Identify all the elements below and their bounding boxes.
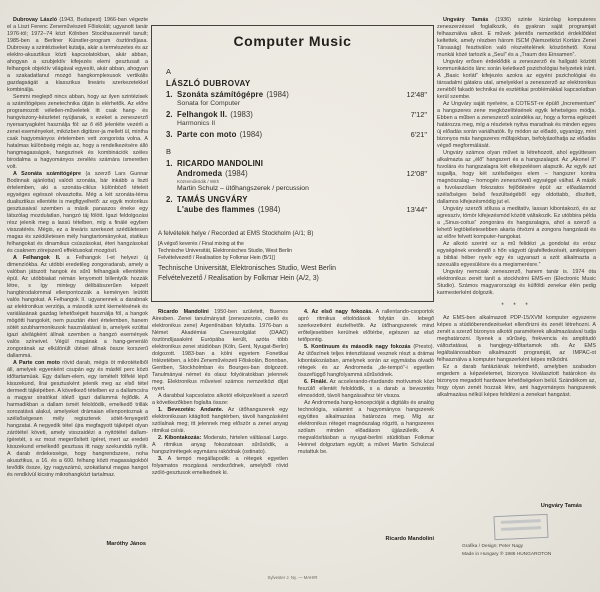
paragraph-text: Az EMS-ben alkalmazott PDP-15/XVM komputer egyszerre képes a stúdióberendezéseket ellenőrizni és zenét létrehozni. A zenét a szerző bizonyos alkotói paraméterek alkalmazásával tudja meghatározni. Ilyenek a sűrűség, frekvencia és amplitudó változtatásai, a hangjegy-időtartamok stb. Az EMS legáltalánosabban alkalmazott programját, az IMPAC-ot felhasználva a komputer hangszerként képes működni. <box>437 315 596 363</box>
left-column-liner-notes <box>7 17 148 549</box>
paragraph <box>437 269 596 297</box>
paragraph-lead: Dubrovay László <box>13 17 58 23</box>
paragraph <box>7 360 148 479</box>
track-credit: Martin Schulz – ütőhangszerek / percussion <box>177 185 309 192</box>
track-artist-line <box>166 159 427 168</box>
printer-note: Sylvester J. Ny. — MAHIR <box>267 575 318 580</box>
track-title-line <box>177 169 427 178</box>
paragraph-lead: 5. Kontinuum és második nagy fokozás <box>304 344 411 350</box>
stamp-line <box>501 519 541 524</box>
paragraph <box>152 407 288 435</box>
stamp-line <box>501 526 541 531</box>
recording-line: Technische Universität, Elektronisches Studio, West Berlin <box>158 248 292 255</box>
paragraph-text: Ez a darab fantáziának tekinthető, amelyben szabadon engedem a képzeletemet, bizonyos kiválasztott határokon és bizonyos megadott hardware lehetőségeken belül. Szándékom az, hogy olyan zenét hozzak létre, ami hagyományos hangszerek alkalmazása nélkül képes felidézni a zenekari hangzást. <box>437 364 596 398</box>
paragraph <box>298 400 434 456</box>
paragraph <box>298 344 434 379</box>
paragraph <box>437 17 596 59</box>
paragraph <box>152 435 288 456</box>
paragraph-lead: A Felhangok II. <box>13 255 61 261</box>
track-number: 2. <box>166 195 173 204</box>
track-artist: TAMÁS UNGVÁRY <box>177 195 248 204</box>
paragraph-text: (1943, Budapest) 1966-ban végezte el a Liszt Ferenc Zeneművészeti Főiskolát; ugyanott tanár 1976-tól; 1972–74 közt Kölnben Stockhausennél tanult; 1985-ben a Berliner Künstler-program ösztöndíjasa. Dubrovay a szintéziseket kutatja, akár a természetes és az elektro-akusztikus közti kapcsolatokban, akár abban, ahogyan a szubjektív kifejezés elemi gesztusait a felhangok objektív világával egyesíti, akár abban, ahogyan a szakadatlanul mozgó hangkomplexusok vertikális gazdagságát a klasszikus lineáris szerkezetekkel kombinálja. <box>7 17 149 93</box>
track-row <box>166 90 427 107</box>
track-artist-line <box>166 195 427 204</box>
recording-line: Technische Universität, Elektronisches Studio, West Berlin <box>158 264 336 272</box>
paragraph-lead: Ungváry Tamás <box>443 17 489 23</box>
track-row <box>166 110 427 127</box>
recording-credits <box>158 230 427 283</box>
paragraph-text: (a szerző Lars Gunnar Bodinnak ajánlotta) valódi szonáta, bár inkább a liszti értelemben, aki a szonáta-ciklus különböző tételeit egységes egésszé olvasztotta. Még a két szonáta-téma dualisztikus ellentéte is megfigyelhető: az egyik motorikus gesztusaival szemben a másik panaszos éneke egy látszólag mozdulatlan, hangzó táj fölött. Igazi feldolgozási rész jelenik meg a lassú tételben, míg a finálé egyben visszatérés. Mégis, ez a lineáris szerkezet szédületesen magas és szédületesen mély hangtartományokat, statikus felhangokat és dinamikus csúszásokat, éteri hangzásokat és csaknem zörejszerű effektusokat mozgósít. <box>7 171 148 254</box>
paragraph-text: A rallentando-csoportok apró ritmikus eltolódások folytán ún. lebegő szerkezetként észlelhetők. Az ütőhangszerek mind erőteljesebben kerülnek előtérbe, egészen az első tetőpontig. <box>298 309 435 343</box>
track-title-line <box>166 110 427 119</box>
recording-line: [A végső keverés / Final mixing at the <box>158 241 244 247</box>
paragraph-text: Az ütőhangszerek egy elektronikusan kitágított hangtérben, távoli hangzásként szólalnak meg; itt jelennek meg először a zenei anyag ritmikai csírái. <box>152 407 288 434</box>
paragraph-text: rövid darab, mégis öt mikrotételből áll, amelyek egyenként csupán egy és másfél perc közti időtartamúak. Egy dallam-elem, egy ismételt fölfelé lépő kisszekund, lírai gesztusként jelenik meg az első tétel dermedt tájképében. A következő tételben ez a dallamcsíra a magyar siratókat idéző igazi dallammá fejlődik. A harmadikban a dallam ismét feloldódik, emelkedő trillák sorozatává alakul, amelyeket drámaian ellenpontoznak a szélsőségesen mély regiszterek sötét-fenyegető hangzatai. A negyedik tétel újra megfagyott tájképét olyan zárótétel követi, amely visszaidézi a nyitótétel dallam-ígéretét, s ez most megerősített ígéret, mert az eredeti kisszekund emelkedő gesztusa itt nagy szekunddá nyílik. A darab érdekessége, hogy hangrendszere, noha akusztikus, a 16. és a 600. felhang közti magasságokból tevődik össze, így nagyszámú, szokatlanul magas hangot és rendkívül kicsiny mikrohangközt tartalmaz. <box>7 360 148 478</box>
track-title: Andromeda <box>177 169 223 178</box>
paragraph <box>152 393 288 407</box>
library-stamp <box>494 514 549 540</box>
track-row <box>166 159 427 192</box>
paragraph-lead: 3. <box>158 456 163 462</box>
paragraph <box>437 101 596 150</box>
track-year: (1984) <box>239 130 263 139</box>
track-title: L'aube des flammes <box>177 205 255 214</box>
paragraph-lead: A Szonáta számítógépre <box>13 171 82 177</box>
author-signature-mandolini: Ricardo Mandolini <box>385 536 434 542</box>
right-column-liner-notes <box>437 17 596 575</box>
track-subtitle: Sonata for Computer <box>177 100 241 107</box>
track-duration: 6'21" <box>410 130 427 139</box>
credit-line-design: Grafika / Design: Peter Nagy <box>462 544 524 549</box>
track-row <box>166 130 427 139</box>
paragraph-lead: 4. Az első nagy fokozás. <box>304 309 373 315</box>
recording-line: A felvételek helye / Recorded at EMS Stockholm (A/1; B) <box>158 230 314 237</box>
track-year: (1984) <box>225 169 248 178</box>
track-duration: 12'08" <box>406 169 427 178</box>
track-number: 1. <box>166 90 173 99</box>
paragraph-text: Ungváry nemcsak zeneszerző, hanem tanár is. 1974 óta elektronikus zenét tanít a stockholmi EMS-en (Electronic Music Studio). Számos magyarországi és külföldi zenekar élén pedig karmesterként dolgozik. <box>437 269 596 296</box>
track-credit-label: Közreműködik / With <box>177 179 220 184</box>
paragraph <box>7 94 148 171</box>
paragraph-text: Az Ungváry saját nyelvére, a COTEST-re épülő „Incrementum” a hangszeres zene megközelítésének egyik lehetséges módja. Ebben a műben a zeneszerző szándéka az, hogy a forma egészét határozza meg, míg a részletek nyitva maradnak és minden egyes új előadás során variálhatók. Ily módon az előadó, ugyanúgy, mint bizonyos más hangszeres műfajokban, befolyásolhatja az előadás végső megformálását. <box>437 101 596 149</box>
track-duration: 13'44" <box>406 205 427 214</box>
paragraph-lead: 2. Kibontakozás: <box>158 435 202 441</box>
paragraph-text: Az accelerando-ritardando motívumok közt feszülő ellentét feloldódik, s a darab a bevezetés elmosódott, távoli hangzásaihoz tér vissza. <box>298 379 434 399</box>
track-duration: 7'12" <box>410 110 427 119</box>
paragraph-text: Ungváry erősen érdeklődik a zeneszerző és hallgató közötti kommunikációs lánc során keletkező pszichológiai helyzetek iránt. A „Basic korlát” kifejezés azokra az egyéni pszichológiai és társadalmi gátakra utal, amelyekkel a zeneszerző az elektronikus zenéből fakadó technikai és esztétikai problémákkal kapcsolatban kerül szembe. <box>437 59 596 100</box>
paragraph-lead: 6. Finálé. <box>304 379 328 385</box>
paragraph-text: Az alkotó szerint ez a mű felidézi „a gondolat és erósz egységének eredendő s hőn vágyott újrafelfedezését, amiképpen a bibliai héber nyelv egy és ugyanazt a szót alkalmazta a szexuális egyesülésre és a megismerésre.” <box>437 241 596 268</box>
paragraph-text: 1950-ben született, Buenos Airesben. Zenei tanulmányait (zeneszerzés, cselló és elektronikus zene) Argentínában folytatta. 1976-ban a Német Akadémiai Csereszolgálat (DAAD) ösztöndíjasaként Európába került, azóta több elektronikus zenei stúdióban (Köln, Gent, Nyugat-Berlin) dolgozott. 1983-ban a kölni egyetem Fonetikai Intézetében, a kölni Zeneművészeti Főiskolán, Bonnban, Gentben, Stockholmban és Bourges-ban dolgozott. Tanulmányai német és olasz folyóiratokban jelennek meg. Elektronikus műveivel számos nemzetközi díjat nyert. <box>152 309 288 392</box>
paragraph-lead: 1. Bevezetés: Andante. <box>158 407 224 413</box>
paragraph <box>7 17 148 94</box>
track-year: (1983) <box>230 110 253 119</box>
paragraph <box>298 379 434 400</box>
paragraph-lead: A Parte con moto <box>13 360 60 366</box>
track-duration: 12'48" <box>406 90 427 99</box>
paragraph <box>437 241 596 269</box>
paragraph-text: A tempó megállapodik: a rétegek egyetlen folyamatos mozgássá rendeződnek, amelyből rövid szóló-gesztusok emelkednek ki. <box>152 456 288 476</box>
paragraph <box>437 315 596 364</box>
paragraph-text: Ungváry számos olyan művet is létrehozott, ahol együttesen alkalmazta az „élő” hangszert és a hangszalagot. Az „Akonel II” fuvolára és hangszalagra két elképzelésen alapszik. Az egyik azt sugallja, hogy két szélsőséges elem – hangszer kontra magnószalag – homogén zeneszövetű egységgé válhat. A másik a fuvolaszólam fokozatos fejlődésére épül: az előadásmód szélsőséges belső feszültségéből egy oldottabb, díszített, dallamos kifejezésmódig jut el. <box>437 150 596 205</box>
paragraph-text: a Felhangok I-et helyezi új dimenziókba. Az utóbbi eredetileg zongoradarab, amely a valóban játszott hangok és sűrű felhangjaik ellentétére épül. Az utóbbiakat némán lenyomott billentyűk hozzák létre, s így mintegy délibábszerűen képzelt hangbirodalommal ellenpontozzák a keményen leütött valós hangokat. A Felhangok II. ugyanennek a darabnak az elektronikus verziója, a második szint kiemelésének és variálásának gazdag lehetőségeit használja föl, a hangok mögötti hangokét, nem pusztán éteri értelemben, hanem sötét szubharmonikusok használatával is, amelyek ezúttal igazi alvilágként állnak szemben a hangzó események valós színeivel. Végül magának a hang-generáló zongorának az elkülönült ütései állnak össze korszerű dallammá. <box>7 255 148 359</box>
track-year: (1984) <box>257 205 281 214</box>
track-title-line <box>177 205 427 214</box>
design-credits <box>462 543 551 559</box>
track-title: Parte con moto <box>177 130 237 139</box>
track-year: (1984) <box>266 90 289 99</box>
track-title-line <box>166 90 427 99</box>
track-number: 3. <box>166 130 173 139</box>
paragraph <box>437 364 596 399</box>
author-signature-ungvary: Ungváry Tamás <box>540 503 582 509</box>
side-a-artist: LÁSZLÓ DUBROVAY <box>166 79 251 88</box>
tracklist <box>166 67 427 216</box>
paragraph-text: Az Andromeda hang-koncepcióját a digitális és analóg technológia, valamint a hagyományos hangszerek együttes alkalmazása határozza meg. Míg az elektronikus réteget magnószalag rögzíti, a hangszeres szólam minden előadáson újjászületik. A megvalósításban a nyugat-berlini stúdióban Folkmar Heinnel dolgoztam együtt; a művet Martin Schulzcal mutattuk be. <box>298 400 434 455</box>
paragraph-text: Semmi meglepő nincs abban, hogy az ilyen szintézisek a számítógépes zenetechnika útján is elérhetők. Az előre programozott véletlen-műveletek itt csak hang- és hangviszony-készletet nyújtanak, s ezeket a zeneszerző nyersanyagként használja föl: az ő élő jelenléte vezérli a zenei eseményeket, miközben digitizer-ja mellett ül, mintha csak hagyományos értelemben vett zongorista volna. A hatalmas különbség mégis az, hogy a rendelkezésére álló hangmagasságok, hangszínek és kombinációk széles birodalma a hagyományos zenélés számára ismeretlen volt. <box>7 94 148 170</box>
track-row <box>166 195 427 214</box>
tracklist-box <box>151 25 434 302</box>
paragraph-lead: Ricardo Mandolini <box>158 309 209 315</box>
paragraph-text: (Presto). Az ütőszínek teljes intenzitással vesznek részt a drámai kibontakozásban, amelynek során az egymásba olvadó rétegek és az Andromeda „de-tempó”-i egyetlen összefüggő hangfolyammá sűrűsödnek. <box>298 344 434 378</box>
recording-line: Felvételvezető / Realisation by Folkmar Hein (B/1)] <box>158 255 275 262</box>
paragraph-text: Moderato, hirtelen váltással Largo. A ritmikus anyag fokozatosan sűrűsödik, a hangszínrétegek egymásra rakódnak (ostinato). <box>152 435 288 455</box>
paragraph <box>437 150 596 206</box>
track-title: Szonáta számítógépre <box>177 90 264 99</box>
track-subtitle: Harmonics II <box>177 120 216 127</box>
paragraph <box>152 456 288 477</box>
bottom-left-column-mandolini-notes <box>152 309 288 545</box>
page-title: Computer Music <box>233 33 352 49</box>
side-a-label: A <box>166 67 172 76</box>
recording-line: Felvételvezető / Realisation by Folkmar Hein (A/2, 3) <box>158 274 319 282</box>
author-signature-marothy: Maróthy János <box>106 541 146 547</box>
paragraph-text: (1936) szinte kizárólag komputeres zeneszerzéssel foglalkozik, és gyakran saját programjait felhasználva alkot. E művek jelentős nemzetközi érdeklődést keltettek, amely részben három ISCM (Nemzetközi Kortárs Zenei Társaság) fesztiválon való részvételének köszönhető. Korai munkái közé tartozik a „Seul” és a „Traum des Einsamen”. <box>437 17 596 58</box>
paragraph-text: Ungváry szerzői stílusa a meditatív, lassan kibontakozó, és az agresszív, tömör kifejezésmód között váltakozik. Ez utóbbira példa a „Sinus-coitus” zongorára és hangszalagra, ahol a szerző a lehető legtökéletesebben akarta ötvözni a zongora hangzását és az előre felvett komputer-hangokat. <box>437 206 596 240</box>
paragraph <box>298 309 434 344</box>
track-title-line <box>166 130 427 139</box>
track-title: Felhangok II. <box>177 110 228 119</box>
paragraph <box>7 171 148 255</box>
paragraph-text: A darabbal kapcsolatos alkotói elképzeléseit a szerző a következőkben foglalta össze: <box>152 393 288 406</box>
track-number: 2. <box>166 110 173 119</box>
paragraph <box>152 309 288 393</box>
track-number: 1. <box>166 159 173 168</box>
paragraph <box>437 206 596 241</box>
paragraph <box>437 59 596 101</box>
credit-line-made-in: Made in Hungary ℗ 1986 HUNGAROTON <box>462 552 552 557</box>
side-b-label: B <box>166 147 172 156</box>
track-artist: RICARDO MANDOLINI <box>177 159 264 168</box>
bottom-right-column-mandolini-notes <box>298 309 434 545</box>
paragraph <box>7 255 148 360</box>
asterisk-separator: * * * <box>501 303 532 309</box>
